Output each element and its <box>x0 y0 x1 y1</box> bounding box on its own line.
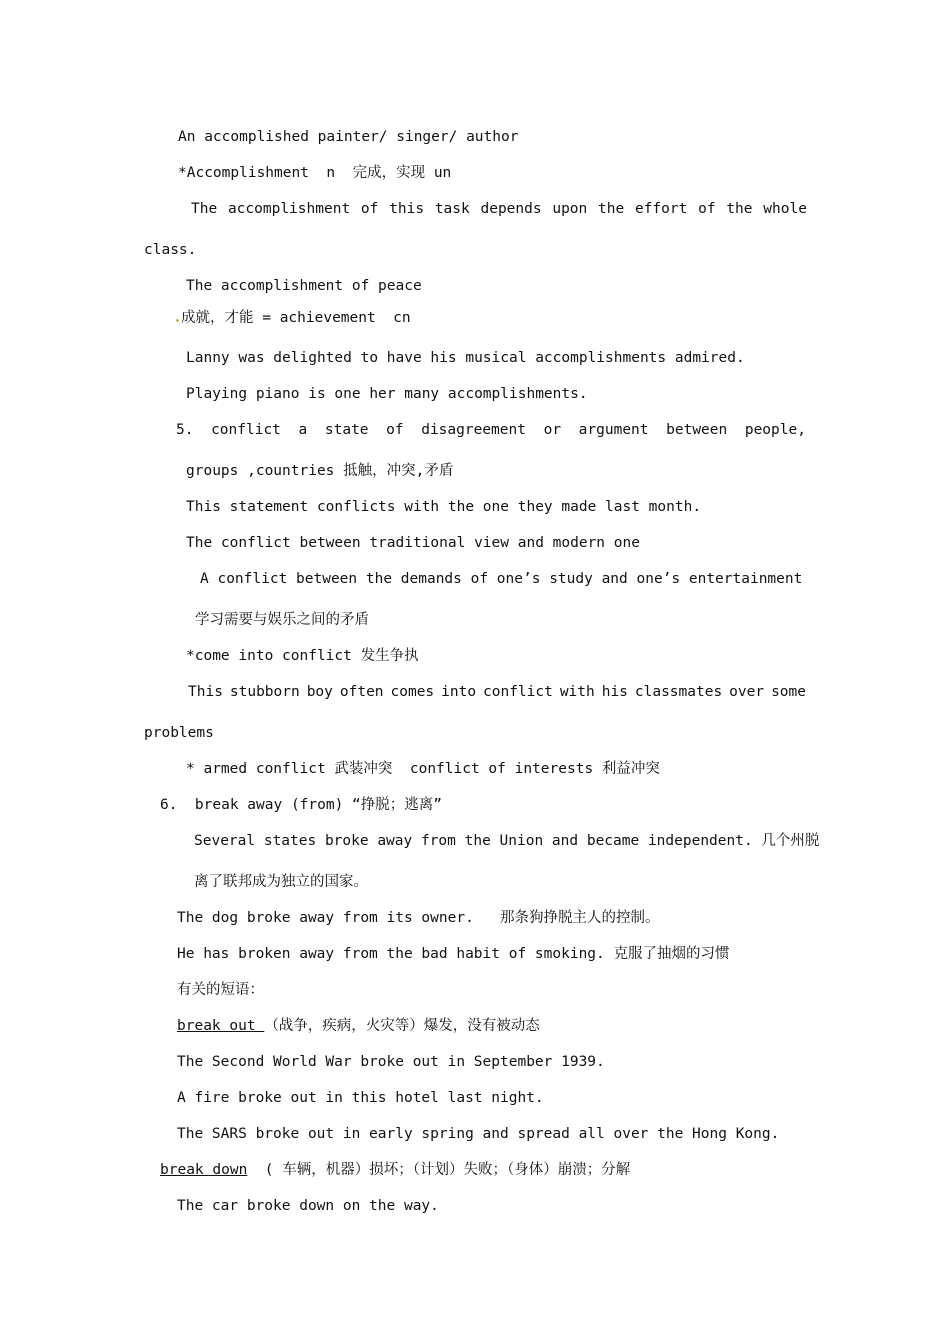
text-line: problems <box>144 725 214 741</box>
text-line: He has broken away from the bad habit of smoking. 克服了抽烟的习惯 <box>177 946 730 962</box>
word: 5. <box>176 422 194 438</box>
word: effort <box>634 201 688 217</box>
justified-line <box>188 682 806 702</box>
text-line: * armed conflict 武装冲突 conflict of interests 利益冲突 <box>186 761 660 777</box>
word: between <box>666 422 728 438</box>
margin-mark <box>176 319 179 322</box>
underlined-phrase: break out <box>177 1018 265 1034</box>
word: conflict <box>211 422 281 438</box>
word: task <box>434 201 470 217</box>
word: into <box>441 684 477 700</box>
text-line: The accomplishment of peace <box>186 278 422 294</box>
text-line: The conflict between traditional view and modern one <box>186 535 640 551</box>
text-line: class. <box>144 242 197 258</box>
text-line: 有关的短语： <box>177 982 264 998</box>
text-line: *come into conflict 发生争执 <box>186 648 419 664</box>
text-line: The dog broke away from its owner. 那条狗挣脱主人的控制。 <box>177 910 660 926</box>
word: upon <box>552 201 588 217</box>
underlined-phrase: break down <box>160 1162 248 1178</box>
word: of <box>698 201 716 217</box>
word: state <box>324 422 369 438</box>
text-line: Playing piano is one her many accomplishments. <box>186 386 588 402</box>
word: comes <box>390 684 435 700</box>
phrase-definition: （战争，疾病，火灾等）爆发，没有被动态 <box>264 1018 540 1034</box>
text-line: The Second World War broke out in September 1939. <box>177 1054 605 1070</box>
word: The <box>191 201 218 217</box>
word: people, <box>744 422 806 438</box>
word: over <box>729 684 765 700</box>
heading-line: 6. break away (from) “挣脱；逃离” <box>160 797 443 813</box>
word: disagreement <box>421 422 526 438</box>
text-line: groups ,countries 抵触，冲突,矛盾 <box>186 463 454 479</box>
word: this <box>389 201 425 217</box>
word: a <box>298 422 308 438</box>
word: argument <box>578 422 649 438</box>
word: depends <box>480 201 542 217</box>
justified-line <box>176 420 806 440</box>
word: stubborn <box>229 684 300 700</box>
word: his <box>601 684 628 700</box>
word: boy <box>306 684 333 700</box>
word: whole <box>763 201 807 217</box>
word: with <box>559 684 595 700</box>
phrase-line <box>177 1016 540 1036</box>
text-line: A conflict between the demands of one’s study and one’s entertainment <box>200 571 803 587</box>
word: This <box>188 684 223 700</box>
text-line: A fire broke out in this hotel last night. <box>177 1090 544 1106</box>
text-line: The SARS broke out in early spring and spread all over the Hong Kong. <box>177 1126 780 1142</box>
text-line: This statement conflicts with the one they made last month. <box>186 499 702 515</box>
text-line: 学习需要与娱乐之间的矛盾 <box>195 612 369 628</box>
word: the <box>598 201 625 217</box>
text-line: *Accomplishment n 完成，实现 un <box>178 165 452 181</box>
word: of <box>360 201 379 217</box>
word: accomplishment <box>227 201 351 217</box>
text-line: 成就，才能 = achievement cn <box>181 310 411 326</box>
word: often <box>339 684 384 700</box>
text-line: The car broke down on the way. <box>177 1198 439 1214</box>
justified-line <box>191 199 807 219</box>
phrase-line <box>160 1160 630 1180</box>
text-line: Several states broke away from the Union and became independent. 几个州脱 <box>194 833 820 849</box>
word: the <box>726 201 753 217</box>
word: classmates <box>634 684 723 700</box>
word: conflict <box>483 684 553 700</box>
text-line: Lanny was delighted to have his musical accomplishments admired. <box>186 350 745 366</box>
word: or <box>543 422 562 438</box>
word: of <box>386 422 404 438</box>
text-line: An accomplished painter/ singer/ author <box>178 129 519 145</box>
text-line: 离了联邦成为独立的国家。 <box>194 874 368 890</box>
word: some <box>771 684 806 700</box>
phrase-definition: ( 车辆，机器）损坏；（计划）失败；（身体）崩溃；分解 <box>247 1162 631 1178</box>
